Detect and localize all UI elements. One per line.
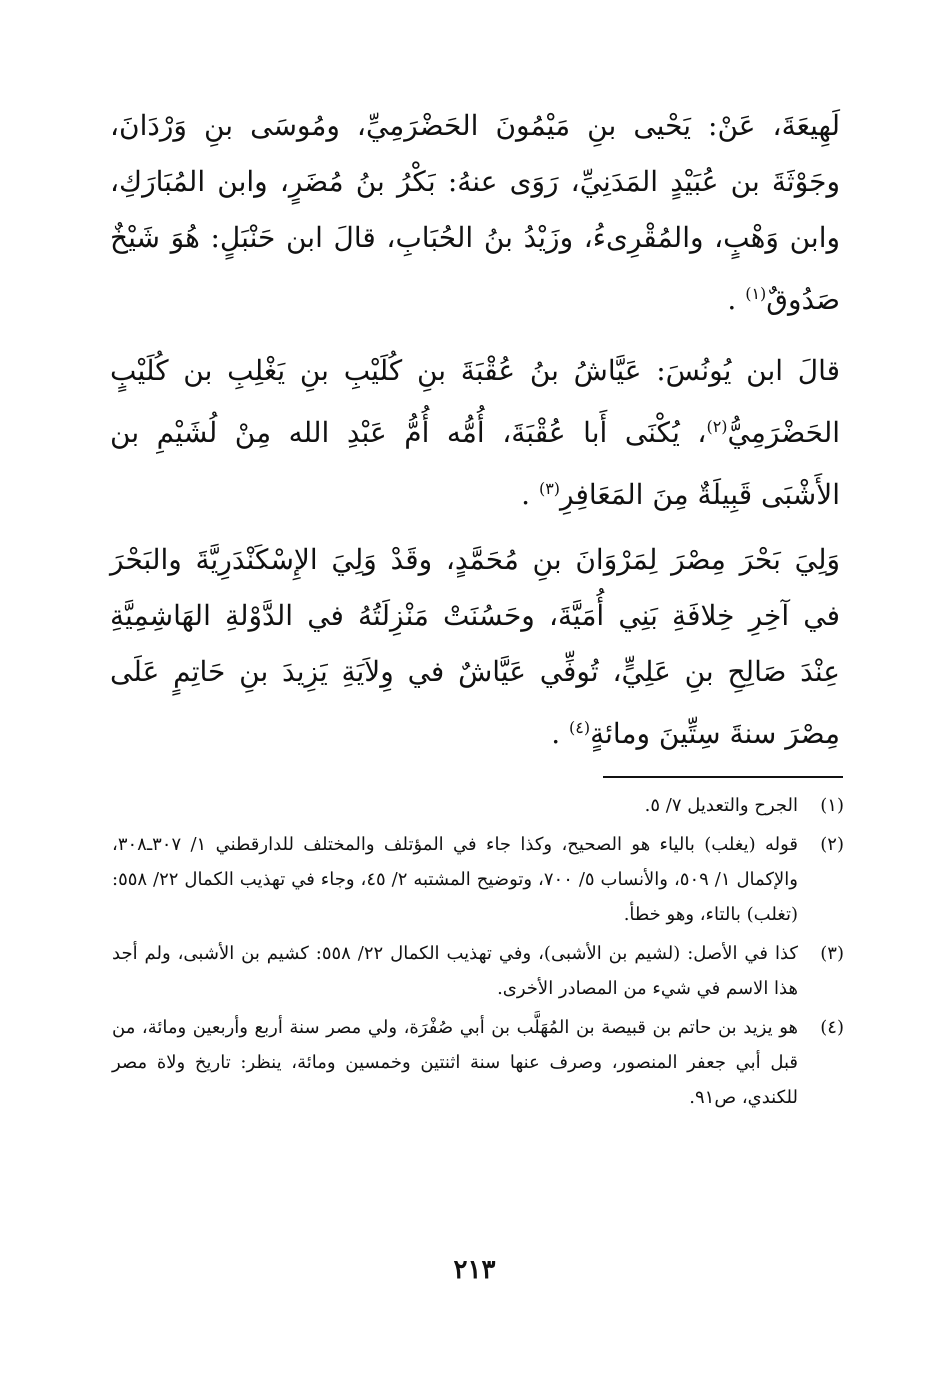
page-number: ٢١٣ [453, 1255, 496, 1285]
footnote-ref-2: (٢) [706, 417, 728, 436]
footnote-ref-4: (٤) [569, 718, 591, 737]
body-paragraph-1 [110, 98, 840, 328]
paragraph-2-mid: ، يُكْنَى أَبا عُقْبَةَ، أُمُّه أُمُّ عَبْدِ الله مِنْ لُشَيْمِ بن الأَشْبَى قَبِيلَةٌ مِنَ المَعَافِرِ [110, 416, 840, 511]
footnote-divider [603, 776, 843, 778]
paragraph-3-end: . [551, 717, 561, 750]
footnote-1 [112, 788, 844, 823]
footnote-text: قوله (يغلب) بالياء هو الصحيح، وكذا جاء في المؤتلف والمختلف للدارقطني ١/ ٣٠٧ـ٣٠٨، والإكمال ١/ ٥٠٩، والأنساب ٥/ ٧٠٠، وتوضيح المشتبه ٢/ ٤٥، وجاء في تهذيب الكمال ٢٢/ ٥٥٨: (تغلب) بالتاء، وهو خطأ. [112, 834, 798, 925]
footnote-2 [112, 827, 844, 932]
footnote-number: (٢) [820, 834, 844, 855]
footnote-number: (٣) [820, 943, 844, 964]
footnote-number: (١) [820, 795, 844, 816]
footnote-text: هو يزيد بن حاتم بن قبيصة بن المُهَلَّب بن أبي صُفْرَة، ولي مصر سنة أربع وأربعين ومائة، من قبل أبي جعفر المنصور، وصرف عنها سنة اثنتين وخمسين ومائة، ينظر: تاريخ ولاة مصر للكندي، ص٩١. [112, 1017, 798, 1108]
footnote-ref-3: (٣) [538, 479, 561, 498]
footnote-3 [112, 936, 844, 1006]
footnote-4 [112, 1010, 844, 1115]
body-paragraph-3 [110, 532, 840, 762]
body-paragraph-2 [110, 343, 840, 523]
paragraph-2-end: . [521, 478, 531, 511]
paragraph-1-text: لَهِيعَةَ، عَنْ: يَحْيى بنِ مَيْمُونَ الحَضْرَمِيِّ، ومُوسَى بنِ وَرْدَانَ، وجَوْثَةَ بن عُبَيْدٍ المَدَنِيِّ، رَوَى عنهُ: بَكْرُ بنُ مُضَرٍ، وابن المُبَارَكِ، وابن وَهْبٍ، والمُقْرِىءُ، وزَيْدُ بنُ الحُبَابِ، قالَ ابن حَنْبَلٍ: هُوَ شَيْخٌ صَدُوقٌ [110, 109, 840, 316]
paragraph-1-end: . [727, 283, 737, 316]
footnotes [112, 788, 844, 1119]
footnote-number: (٤) [820, 1017, 844, 1038]
paragraph-2-text: قالَ ابن يُونُسَ: عَيَّاشُ بنُ عُقْبَةَ بنِ كُلَيْبِ بنِ يَغْلِبِ بن كُلَيْبٍ الحَضْرَمِيُّ [110, 354, 840, 449]
footnote-ref-1: (١) [745, 284, 767, 303]
footnote-text: الجرح والتعديل ٧/ ٥. [644, 795, 798, 816]
footnote-text: كذا في الأصل: (لشيم بن الأشبى)، وفي تهذيب الكمال ٢٢/ ٥٥٨: كشيم بن الأشبى، ولم أجد هذا الاسم في شيء من المصادر الأخرى. [112, 943, 798, 999]
paragraph-3-text: وَلِيَ بَحْرَ مِصْرَ لِمَرْوَانَ بنِ مُحَمَّدٍ، وقَدْ وَلِيَ الإِسْكَنْدَرِيَّةَ والبَحْرَ في آخِرِ خِلافَةِ بَنِي أُمَيَّةَ، وحَسُنَتْ مَنْزِلَتُهُ في الدَّوْلةِ الهَاشِمِيَّةِ عِنْدَ صَالِحِ بنِ عَلِيٍّ، تُوفِّي عَيَّاشٌ في وِلاَيَةِ يَزِيدَ بنِ حَاتِمٍ عَلَى مِصْرَ سنةَ سِتِّينَ ومائةٍ [110, 543, 840, 750]
